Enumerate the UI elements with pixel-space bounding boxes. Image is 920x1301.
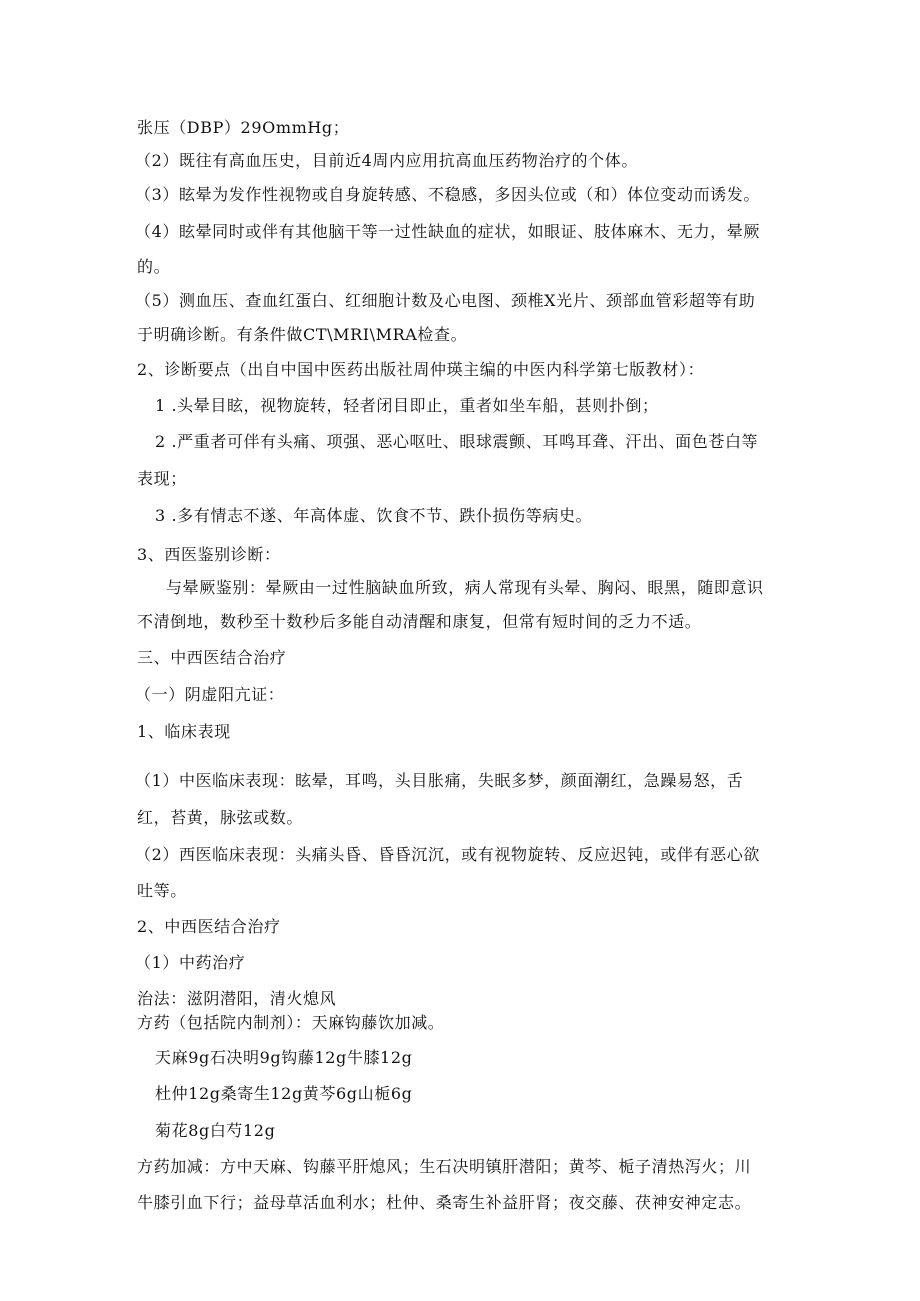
text-line: 张压（DBP）29OmmHg； bbox=[137, 118, 350, 137]
text-line: 不清倒地，数秒至十数秒后多能自动清醒和康复，但常有短时间的乏力不适。 bbox=[137, 612, 702, 631]
text-line: （3）眩晕为发作性视物或自身旋转感、不稳感，多因头位或（和）体位变动而诱发。 bbox=[135, 185, 760, 204]
section-heading: （1）中药治疗 bbox=[135, 953, 246, 972]
section-heading: 1、临床表现 bbox=[137, 722, 231, 741]
section-heading: 3、西医鉴别诊断： bbox=[137, 545, 281, 564]
section-heading: 三、中西医结合治疗 bbox=[137, 648, 287, 667]
list-item: 1 .头晕目眩，视物旋转，轻者闭目即止，重者如坐车船，甚则扑倒； bbox=[155, 396, 659, 415]
text-line: 治法：滋阴潜阳，清火熄风 bbox=[137, 989, 337, 1008]
text-line: （4）眩晕同时或伴有其他脑干等一过性缺血的症状，如眼证、肢体麻木、无力，晕厥 bbox=[135, 222, 760, 241]
text-line: 于明确诊断。有条件做CT\MRI\MRA检查。 bbox=[137, 325, 468, 344]
text-line: 红，苔黄，脉弦或数。 bbox=[137, 808, 304, 827]
text-line: （2）既往有高血压史，目前近4周内应用抗高血压药物治疗的个体。 bbox=[135, 151, 638, 170]
list-item: 3 .多有情志不遂、年高体虚、饮食不节、跌仆损伤等病史。 bbox=[155, 506, 593, 525]
text-line: 方药（包括院内制剂）：天麻钩藤饮加减。 bbox=[137, 1013, 445, 1032]
text-line: 吐等。 bbox=[137, 881, 187, 900]
prescription-line: 杜仲12g桑寄生12g黄芩6g山栀6g bbox=[155, 1084, 413, 1103]
list-item: 2 .严重者可伴有头痛、项强、恶心呕吐、眼球震颤、耳鸣耳聋、汗出、面色苍白等 bbox=[155, 432, 759, 451]
text-line: （5）测血压、查血红蛋白、红细胞计数及心电图、颈椎X光片、颈部血管彩超等有助 bbox=[135, 291, 756, 310]
text-line: （1）中医临床表现：眩晕，耳鸣，头目胀痛，失眠多梦，颜面潮红，急躁易怒，舌 bbox=[135, 771, 744, 790]
text-line: 的。 bbox=[137, 257, 171, 276]
text-line: 牛膝引血下行；益母草活血利水；杜仲、桑寄生补益肝肾；夜交藤、茯神安神定志。 bbox=[137, 1193, 752, 1212]
section-heading: （一）阴虚阳亢证： bbox=[135, 685, 285, 704]
prescription-line: 天麻9g石决明9g钩藤12g牛膝12g bbox=[155, 1048, 413, 1067]
section-heading: 2、中西医结合治疗 bbox=[137, 917, 281, 936]
text-line: 与晕厥鉴别：晕厥由一过性脑缺血所致，病人常现有头晕、胸闷、眼黑，随即意识 bbox=[166, 578, 764, 597]
prescription-line: 菊花8g白芍12g bbox=[155, 1121, 276, 1140]
text-line: 方药加减：方中天麻、钩藤平肝熄风；生石决明镇肝潜阳；黄芩、栀子清热泻火；川 bbox=[137, 1157, 752, 1176]
text-line: （2）西医临床表现：头痛头昏、昏昏沉沉，或有视物旋转、反应迟钝，或伴有恶心欲 bbox=[135, 845, 760, 864]
text-line: 表现； bbox=[137, 469, 187, 488]
text-line: 2、诊断要点（出自中国中医药出版社周仲瑛主编的中医内科学第七版教材）： bbox=[137, 360, 705, 379]
